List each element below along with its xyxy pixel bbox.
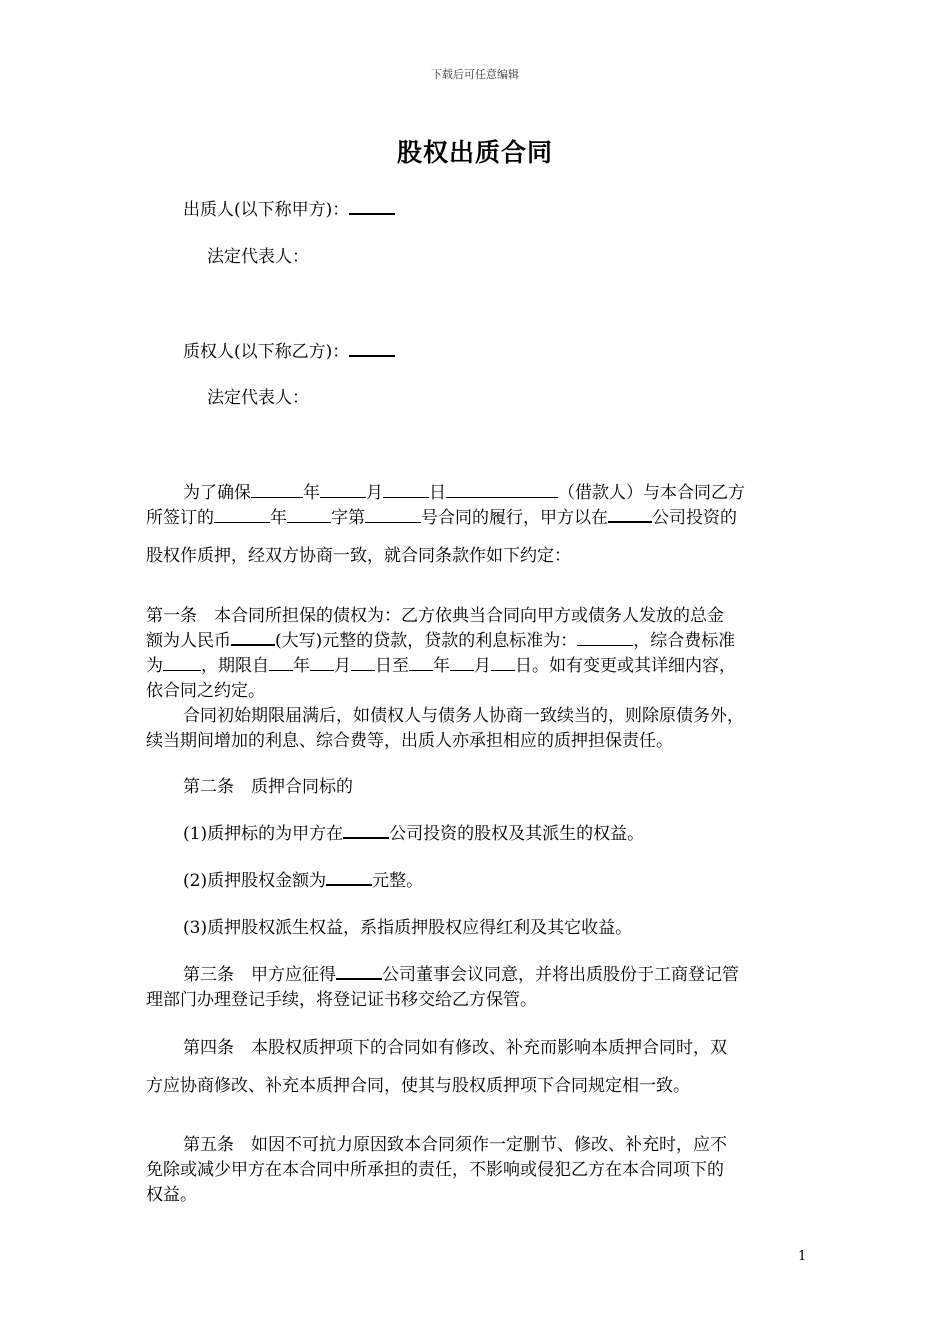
article4-line-1: 第四条 本股权质押项下的合同如有修改、补充而影响本质押合同时，双 — [183, 1038, 727, 1058]
preamble-line-3: 股权作质押，经双方协商一致，就合同条款作如下约定： — [146, 546, 571, 566]
pledgee-label: 质权人(以下称乙方)： — [183, 342, 350, 362]
page-number: 1 — [798, 1249, 807, 1264]
article2-text: (1)质押标的为甲方在 — [183, 824, 344, 844]
preamble-text: 所签订的 — [146, 508, 214, 528]
blank-start-year[interactable] — [269, 655, 293, 671]
blank-fee[interactable] — [163, 655, 201, 671]
blank-year[interactable] — [251, 482, 303, 498]
blank-company[interactable] — [608, 506, 652, 523]
preamble-text: 年 — [270, 508, 287, 528]
article1-text: ，期限自 — [201, 656, 269, 676]
article3-text: 公司董事会议同意，并将出质股份于工商登记管 — [382, 965, 739, 985]
blank-amount[interactable] — [231, 629, 275, 646]
pledgor-rep: 法定代表人： — [207, 247, 309, 267]
pledgee-blank[interactable] — [349, 340, 395, 357]
article1-line-3 — [146, 654, 736, 678]
preamble-text: 月 — [366, 483, 383, 503]
pledgee-rep: 法定代表人： — [207, 388, 309, 408]
article1-text: ，综合费标准 — [633, 631, 736, 651]
blank-end-month[interactable] — [450, 655, 474, 671]
article3-line-1 — [183, 963, 739, 987]
article1-line-2 — [146, 629, 735, 653]
preamble-line-1 — [183, 481, 745, 505]
article1-line-5: 合同初始期限届满后，如债权人与债务人协商一致续当的，则除原债务外， — [183, 706, 744, 726]
article1-text: 月 — [334, 656, 351, 676]
blank-end-day[interactable] — [491, 655, 515, 671]
blank-end-year[interactable] — [409, 655, 433, 671]
article5-line-2: 免除或减少甲方在本合同中所承担的责任，不影响或侵犯乙方在本合同项下的 — [146, 1160, 724, 1180]
blank-borrower[interactable] — [446, 482, 558, 498]
blank-start-day[interactable] — [351, 655, 375, 671]
header-note: 下载后可任意编辑 — [431, 68, 519, 81]
blank-contract-number[interactable] — [365, 507, 421, 523]
article1-text: 为 — [146, 656, 163, 676]
blank-equity-amount[interactable] — [326, 869, 372, 886]
article4-line-2: 方应协商修改、补充本质押合同，使其与股权质押项下合同规定相一致。 — [146, 1076, 690, 1096]
pledgee-line — [183, 340, 395, 364]
article1-text: 日。如有变更或其详细内容， — [515, 656, 736, 676]
blank-start-month[interactable] — [310, 655, 334, 671]
blank-target-company[interactable] — [343, 822, 389, 839]
preamble-text: 字第 — [331, 508, 365, 528]
article1-text: 年 — [293, 656, 310, 676]
article2-item-3: (3)质押股权派生权益，系指质押股权应得红利及其它收益。 — [183, 918, 633, 938]
article1-text: 日至 — [375, 656, 409, 676]
blank-month[interactable] — [320, 482, 366, 498]
preamble-text: （借款人）与本合同乙方 — [558, 483, 745, 503]
article5-line-1: 第五条 如因不可抗力原因致本合同须作一定删节、修改、补充时，应不 — [183, 1135, 727, 1155]
blank-interest[interactable] — [577, 630, 633, 646]
article1-text: 年 — [433, 656, 450, 676]
article2-text: 元整。 — [372, 871, 424, 891]
pledgor-label: 出质人(以下称甲方)： — [183, 200, 350, 220]
article1-text: 月 — [474, 656, 491, 676]
article1-text: 额为人民币 — [146, 631, 231, 651]
preamble-line-2 — [146, 506, 737, 530]
preamble-text: 为了确保 — [183, 483, 251, 503]
article3-line-2: 理部门办理登记手续，将登记证书移交给乙方保管。 — [146, 990, 537, 1010]
article2-text: (2)质押股权金额为 — [183, 871, 327, 891]
preamble-text: 号合同的履行，甲方以在 — [421, 508, 608, 528]
preamble-text: 公司投资的 — [652, 508, 737, 528]
article1-line-6: 续当期间增加的利息、综合费等，出质人亦承担相应的质押担保责任。 — [146, 731, 673, 751]
pledgor-blank[interactable] — [349, 198, 395, 215]
article2-item-2 — [183, 869, 423, 893]
article2-heading: 第二条 质押合同标的 — [183, 777, 353, 797]
article1-line-4: 依合同之约定。 — [146, 681, 265, 701]
document-title: 股权出质合同 — [396, 138, 553, 167]
pledgor-line — [183, 198, 395, 222]
article1-text: (大写)元整的贷款，贷款的利息标准为： — [275, 631, 578, 651]
article2-text: 公司投资的股权及其派生的权益。 — [389, 824, 645, 844]
article3-text: 第三条 甲方应征得 — [183, 965, 336, 985]
preamble-text: 日 — [429, 483, 446, 503]
blank-board-company[interactable] — [336, 963, 382, 980]
blank-contract-word[interactable] — [287, 507, 331, 523]
article5-line-3: 权益。 — [146, 1185, 197, 1205]
article2-item-1 — [183, 822, 644, 846]
blank-contract-year[interactable] — [214, 507, 270, 523]
article1-line-1: 第一条 本合同所担保的债权为：乙方依典当合同向甲方或债务人发放的总金 — [146, 606, 724, 626]
preamble-text: 年 — [303, 483, 320, 503]
blank-day[interactable] — [383, 482, 429, 498]
